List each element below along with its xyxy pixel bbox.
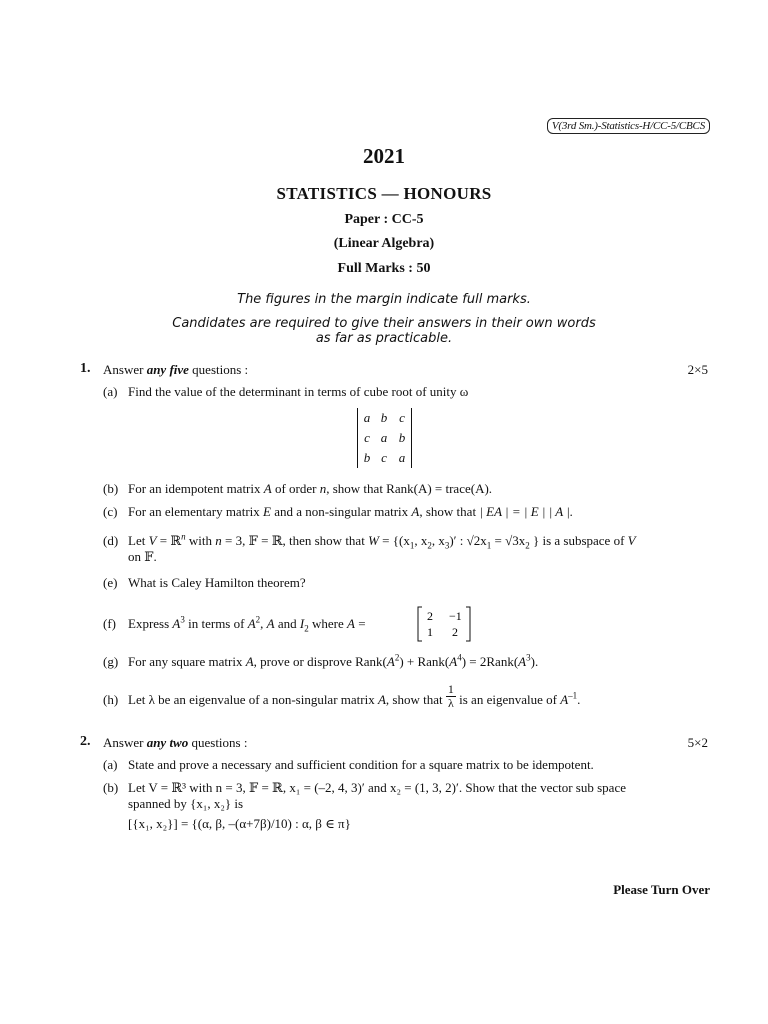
determinant-matrix <box>357 408 412 468</box>
q1b-seg: , show that Rank(A) = trace(A). <box>326 481 493 496</box>
q1c-var: E <box>263 504 271 519</box>
det-cell: a <box>363 410 371 425</box>
q1g-var: A <box>386 654 395 669</box>
q1f-label: (f) <box>103 616 116 631</box>
q2a-label: (a) <box>103 757 118 772</box>
q1d-seg: = ℝ <box>159 533 182 548</box>
det-cell: a <box>380 430 388 445</box>
q1f-sub: 2 <box>304 623 309 634</box>
det-cell: c <box>381 450 387 465</box>
det-cell: a <box>398 450 406 465</box>
q1a-label: (a) <box>103 384 118 399</box>
det-cell: b <box>398 430 406 445</box>
q1d-seg: with <box>188 533 213 548</box>
q1e-text: What is Caley Hamilton theorem? <box>128 575 306 590</box>
q1h-var: A <box>560 692 569 707</box>
q1b-var: n <box>319 481 327 496</box>
q1f-seg: where <box>311 616 344 631</box>
q1d-var: V <box>627 533 636 548</box>
q1d-text: Let V = ℝ$^n$ with n = 3, 𝔽 = ℝ, then show that $W = \{(x_1$, $x_2$, $x_3)'$ : $√2x_1 = √3x_2$ } is a subspace of V on 𝔽. <box>128 531 636 564</box>
q2b-line-2: spanned by {x₁, x₂} is <box>128 796 244 811</box>
q1f-sup: 3 <box>180 614 185 625</box>
q1c-seg: For an elementary matrix <box>128 504 260 519</box>
q1g-label: (g) <box>103 654 119 669</box>
q1f-var: A <box>172 616 181 631</box>
q1g-sup: 3 <box>526 652 531 663</box>
q1f-var: A <box>347 616 355 631</box>
paper-number: Paper : CC-5 <box>344 212 424 227</box>
q1e-label: (e) <box>103 575 118 590</box>
q1-prefix: Answer <box>103 362 144 377</box>
q2b-line-1: Let V = ℝ³ with n = 3, 𝔽 = ℝ, x₁ = (–2, 4, 3)′ and x₂ = (1, 3, 2)′. Show that the vector sub space <box>128 780 626 795</box>
q1d-seg: , x <box>431 533 445 548</box>
q1g-sup: 4 <box>457 652 462 663</box>
fraction-one-over-lambda <box>446 683 456 710</box>
q1g-sup: 2 <box>394 652 400 663</box>
q1d-line-2: on 𝔽. <box>128 549 157 564</box>
q1d-seg: = √3x <box>491 533 526 548</box>
q2b-line-3: [{x₁, x₂}] = {(α, β, –(α+7β)/10) : α, β ∈ π} <box>128 816 351 831</box>
q1-suffix: questions : <box>192 362 249 377</box>
q1f-seg: in terms of <box>188 616 245 631</box>
exam-year: 2021 <box>363 144 405 168</box>
det-cell: c <box>364 430 370 445</box>
q1b-label: (b) <box>103 481 119 496</box>
q2-emphasis: any two <box>146 735 189 750</box>
q1d-seg: = {(x <box>382 533 410 548</box>
q1f-seg: and <box>277 616 297 631</box>
q1f-var: A <box>266 616 275 631</box>
q1h-label: (h) <box>103 692 119 707</box>
q1h-var: A <box>377 692 386 707</box>
subject-title: STATISTICS — HONOURS <box>276 184 492 203</box>
please-turn-over: Please Turn Over <box>613 882 710 897</box>
question-2-number: 2. <box>80 734 91 749</box>
matrix-cell: −1 <box>449 609 462 623</box>
fraction-numerator: 1 <box>447 681 454 696</box>
q1a-text: Find the value of the determinant in terms of cube root of unity ω <box>128 384 469 399</box>
q1f-var: I <box>299 616 305 631</box>
q1g-var: A <box>449 654 458 669</box>
q1c-var: A <box>411 504 420 519</box>
q1g-seg: ) = 2Rank( <box>461 654 519 669</box>
q1c-seg: and a non-singular matrix <box>274 504 409 519</box>
matrix-cell: 2 <box>427 609 433 623</box>
det-cell: b <box>363 450 371 465</box>
paper-code: V(3rd Sm.)-Statistics-H/CC-5/CBCS <box>547 118 710 134</box>
q1d-var: V <box>148 533 157 548</box>
matrix-brackets <box>417 605 471 643</box>
q1d-seg: = 3, 𝔽 = ℝ, then show that <box>225 533 365 548</box>
q1d-var: n <box>215 533 222 548</box>
q1c-seg: , show that <box>419 504 477 519</box>
q2a-text: State and prove a necessary and sufficient condition for a square matrix to be idempotent. <box>128 757 594 772</box>
q1g-text <box>128 654 709 670</box>
q1d-seg: , x <box>414 533 428 548</box>
q1f-var: A <box>247 616 256 631</box>
instructions-note <box>0 316 768 346</box>
q1d-seg: Let <box>128 533 146 548</box>
q1d-seg: } is a subspace of <box>532 533 625 548</box>
q1h-text <box>128 681 709 710</box>
det-cell: b <box>380 410 388 425</box>
q1h-seg: . <box>577 692 581 707</box>
instructions-line-1: Candidates are required to give their answers in their own words <box>172 316 596 331</box>
question-2-marks: 5×2 <box>687 735 708 750</box>
question-1-marks: 2×5 <box>687 362 708 377</box>
q1d-seg: )′ : √2x <box>449 533 487 548</box>
q1g-seg: For any square matrix <box>128 654 243 669</box>
q1f-seg: Express <box>128 616 170 631</box>
question-2-instruction <box>103 735 247 751</box>
instructions-line-2: as far as practicable. <box>315 331 453 346</box>
margin-note: The figures in the margin indicate full marks. <box>237 292 531 307</box>
q1h-seg: Let λ be an eigenvalue of a non-singular matrix <box>128 692 375 707</box>
q1c-label: (c) <box>103 504 118 519</box>
q1d-label: (d) <box>103 533 119 548</box>
q1g-var: A <box>518 654 527 669</box>
det-cell: c <box>399 410 405 425</box>
q2-suffix: questions : <box>191 735 248 750</box>
q1c-expression: | EA | = | E | | A |. <box>479 504 574 519</box>
matrix-cell: 2 <box>452 625 458 639</box>
q1h-seg: is an eigenvalue of <box>459 692 557 707</box>
q1h-sup: –1 <box>568 690 578 701</box>
q1b-seg: For an idempotent matrix <box>128 481 261 496</box>
q1g-seg: ) + Rank( <box>399 654 450 669</box>
q1f-text: Express $A^3$ in terms of $A^2$, A and $I_2$ where A = <box>128 614 366 634</box>
paper-topic: (Linear Algebra) <box>333 236 435 251</box>
q1g-seg: ). <box>530 654 539 669</box>
question-1-instruction <box>103 362 248 378</box>
q2b-text <box>128 780 709 832</box>
q1f-sup: 2 <box>255 614 261 625</box>
q1c-text <box>128 504 709 520</box>
q1b-var: A <box>263 481 272 496</box>
matrix-cell: 1 <box>427 625 433 639</box>
q1g-seg: , prove or disprove Rank( <box>253 654 387 669</box>
q1d-sup: n <box>181 531 186 542</box>
q1h-seg: , show that <box>385 692 443 707</box>
q1g-var: A <box>245 654 254 669</box>
q1d-var: W <box>368 533 379 548</box>
full-marks: Full Marks : 50 <box>337 261 431 276</box>
q1b-seg: of order <box>274 481 317 496</box>
q1b-text <box>128 481 709 497</box>
q2b-label: (b) <box>103 780 119 795</box>
q1-emphasis: any five <box>146 362 189 377</box>
q2-prefix: Answer <box>103 735 144 750</box>
fraction-denominator: λ <box>447 695 454 710</box>
question-1-number: 1. <box>80 361 91 376</box>
